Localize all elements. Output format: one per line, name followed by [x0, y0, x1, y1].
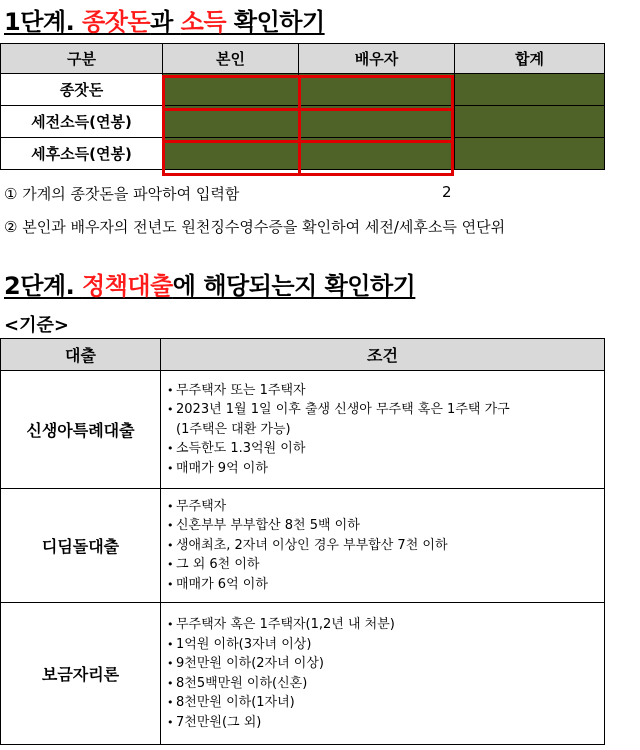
condition-item: • 무주택자 [167, 497, 604, 517]
row-label-aftertax-income: 세후소득(연봉) [1, 138, 163, 170]
seed-money-total-cell[interactable] [455, 74, 605, 106]
step1-highlight-seed-money: 종잣돈 [82, 8, 151, 36]
income-header-row [1, 44, 605, 74]
condition-item: • 매매가 9억 이하 [167, 459, 604, 479]
loan-row-bogeumjari [1, 603, 605, 745]
condition-item: • 신혼부부 부부합산 8천 5백 이하 [167, 516, 604, 536]
step2-suffix: 에 해당되는지 확인하기 [172, 272, 416, 300]
condition-item: • 9천만원 이하(2자녀 이상) [167, 654, 604, 674]
condition-item: • 무주택자 혹은 1주택자(1,2년 내 처분) [167, 615, 604, 635]
income-header-spouse: 배우자 [299, 44, 455, 74]
note-number: 2 [442, 183, 452, 201]
income-row-seed-money [1, 74, 605, 106]
loan-conditions-didimdol [161, 489, 605, 603]
loan-name-didimdol: 디딤돌대출 [1, 489, 161, 603]
step1-title [4, 2, 325, 37]
seed-money-spouse-cell[interactable] [299, 74, 455, 106]
aftertax-self-cell[interactable] [163, 138, 299, 170]
condition-item: • 1억원 이하(3자녀 이상) [167, 635, 604, 655]
pretax-spouse-cell[interactable] [299, 106, 455, 138]
step2-prefix: 2단계. [4, 272, 83, 300]
income-header-category: 구분 [1, 44, 163, 74]
note-seed-money: ① 가계의 종잣돈을 파악하여 입력함 [4, 185, 240, 203]
loan-criteria-table [0, 338, 605, 745]
row-label-seed-money: 종잣돈 [1, 74, 163, 106]
loan-conditions-bogeumjari [161, 603, 605, 745]
loan-header-loan: 대출 [1, 339, 161, 371]
income-table [0, 43, 605, 170]
step1-middle: 과 [150, 8, 181, 36]
loan-row-didimdol [1, 489, 605, 603]
loan-header-row [1, 339, 605, 371]
loan-row-newborn [1, 371, 605, 489]
income-row-pretax [1, 106, 605, 138]
condition-item: • 생애최초, 2자녀 이상인 경우 부부합산 7천 이하 [167, 536, 604, 556]
step1-suffix: 확인하기 [226, 8, 325, 36]
condition-item: • 그 외 6천 이하 [167, 555, 604, 575]
aftertax-spouse-cell[interactable] [299, 138, 455, 170]
condition-item: • 매매가 6억 이하 [167, 575, 604, 595]
income-header-self: 본인 [163, 44, 299, 74]
seed-money-self-cell[interactable] [163, 74, 299, 106]
condition-item: • 8천5백만원 이하(신혼) [167, 674, 604, 694]
condition-item-continued: (1주택은 대환 가능) [176, 421, 291, 437]
loan-name-bogeumjari: 보금자리론 [1, 603, 161, 745]
step1-highlight-income: 소득 [180, 8, 227, 36]
note-income: ② 본인과 배우자의 전년도 원천징수영수증을 확인하여 세전/세후소득 연단위 [4, 218, 506, 236]
income-header-total: 합계 [455, 44, 605, 74]
pretax-total-cell[interactable] [455, 106, 605, 138]
condition-item: • 소득한도 1.3억원 이하 [167, 439, 604, 459]
loan-conditions-newborn [161, 371, 605, 489]
condition-item: • 8천만원 이하(1자녀) [167, 693, 604, 713]
step2-title [4, 266, 415, 301]
criteria-label: <기준> [4, 315, 69, 336]
pretax-self-cell[interactable] [163, 106, 299, 138]
step2-highlight-policy-loan: 정책대출 [82, 272, 173, 300]
row-label-pretax-income: 세전소득(연봉) [1, 106, 163, 138]
loan-header-conditions: 조건 [161, 339, 605, 371]
condition-item: • 2023년 1월 1일 이후 출생 신생아 무주택 혹은 1주택 가구 [167, 400, 604, 420]
income-row-aftertax [1, 138, 605, 170]
condition-item: • 7천만원(그 외) [167, 713, 604, 733]
step1-prefix: 1단계. [4, 8, 83, 36]
condition-item: • 무주택자 또는 1주택자 [167, 381, 604, 401]
loan-name-newborn: 신생아특례대출 [1, 371, 161, 489]
aftertax-total-cell[interactable] [455, 138, 605, 170]
